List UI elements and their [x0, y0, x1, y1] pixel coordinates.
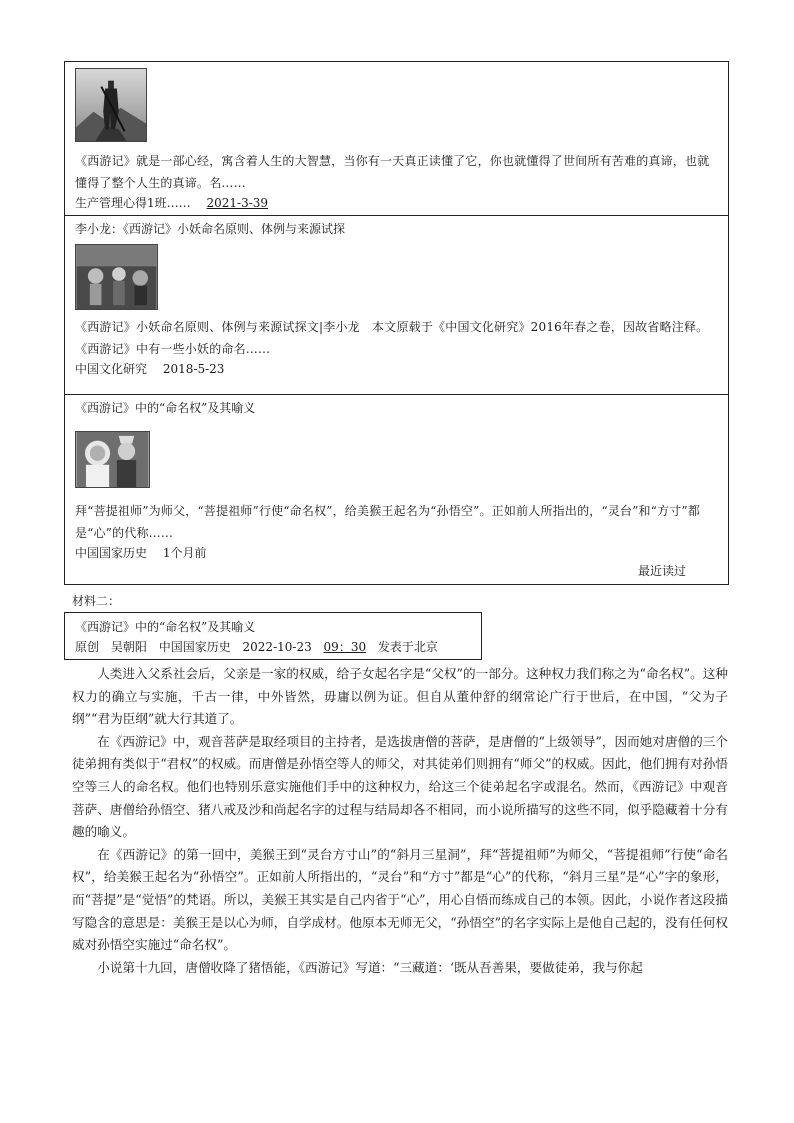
result-source[interactable]: 生产管理心得1班…… [75, 196, 191, 210]
article-time: 09：30 [323, 640, 367, 654]
result-date: 1个月前 [162, 546, 207, 560]
article-date: 2022-10-23 [242, 640, 312, 654]
article-header-box [64, 612, 482, 660]
scene-thumbnail[interactable] [75, 244, 158, 310]
result-meta [75, 194, 718, 212]
article-location: 发表于北京 [377, 640, 438, 654]
article-title: 《西游记》中的“命名权”及其喻义 [75, 620, 256, 634]
search-result-item[interactable] [65, 216, 728, 395]
result-source[interactable]: 中国国家历史 [75, 546, 148, 560]
result-snippet: 《西游记》小妖命名原则、体例与来源试探文|李小龙 本文原载于《中国文化研究》2016年春之卷，因故省略注释。《西游记》中有一些小妖的命名…… [75, 320, 709, 356]
body-paragraph: 小说第十九回，唐僧收降了猪悟能，《西游记》写道：“三藏道：‘既从吾善果，要做徒弟，我与你起 [97, 959, 643, 975]
original-tag: 原创 [75, 640, 100, 654]
result-date: 2021-3-39 [206, 196, 269, 210]
warrior-figure-thumbnail[interactable] [75, 68, 147, 142]
article-publication[interactable]: 中国国家历史 [158, 640, 231, 654]
result-source[interactable]: 中国文化研究 [75, 362, 148, 376]
body-paragraph: 在《西游记》的第一回中，美猴王到“灵台方寸山”的“斜月三星洞”，拜“菩提祖师”为师父，“菩提祖师”行使“命名权”，给美猴王起名为“孙悟空”。正如前人所指出的，“灵台”和“方寸”都是“心”的代称，“斜月三星”是“心”字的象形，而“菩提”是“觉悟”的梵语。所以，美猴王其实是自己内省于“心”，用心自悟而练成自己的本领。因此，小说作者这段描写隐含的意思是：美猴王是以心为师，自学成材。他原本无师无父，“孙悟空”的名字实际上是他自己起的，没有任何权威对孙悟空实施过“命名权”。 [72, 846, 728, 953]
search-results-table [64, 61, 729, 585]
body-paragraph: 人类进入父系社会后，父亲是一家的权威，给子女起名字是“父权”的一部分。这种权力我们称之为“命名权”。这种权力的确立与实施，千古一律，中外皆然，毋庸以例为证。但自从董仲舒的纲常论广行于世后，在中国，“父为子纲”“君为臣纲”就大行其道了。 [72, 666, 728, 727]
article-body [72, 663, 728, 979]
article-byline [75, 637, 471, 657]
result-title[interactable]: 《西游记》中的“命名权”及其喻义 [75, 401, 256, 415]
result-meta [75, 544, 718, 562]
result-date: 2018-5-23 [162, 362, 225, 376]
article-author[interactable]: 吴朝阳 [110, 640, 147, 654]
result-snippet: 《西游记》就是一部心经，寓含着人生的大智慧，当你有一天真正读懂了它，你也就懂得了世间所有苦难的真谛，也就懂得了整个人生的真谛。名…… [75, 154, 710, 190]
result-meta [75, 360, 718, 378]
search-result-item[interactable] [65, 395, 728, 584]
result-title[interactable]: 李小龙：《西游记》小妖命名原则、体例与来源试探 [75, 222, 346, 236]
recently-read-label: 最近读过 [637, 564, 686, 578]
body-paragraph: 在《西游记》中，观音菩萨是取经项目的主持者，是选拔唐僧的菩萨，是唐僧的“上级领导”，因而她对唐僧的三个徒弟拥有类似于“君权”的权威。而唐僧是孙悟空等人的师父，对其徒弟们则拥有“师父”的权威。因此，他们拥有对孙悟空等三人的命名权。他们也特别乐意实施他们手中的这种权力，给这三个徒弟起名字或混名。然而，《西游记》中观音菩萨、唐僧给孙悟空、猪八戒及沙和尚起名字的过程与结局却各不相同，而小说所描写的这些不同，似乎隐藏着十分有趣的喻义。 [72, 733, 728, 840]
result-snippet: 拜“菩提祖师”为师父，“菩提祖师”行使“命名权”，给美猴王起名为“孙悟空”。正如前人所指出的，“灵台”和“方寸”都是“心”的代称…… [75, 504, 701, 540]
search-result-item[interactable] [65, 62, 728, 216]
monkey-king-thumbnail[interactable] [75, 431, 150, 488]
material-label: 材料二： [72, 594, 121, 608]
